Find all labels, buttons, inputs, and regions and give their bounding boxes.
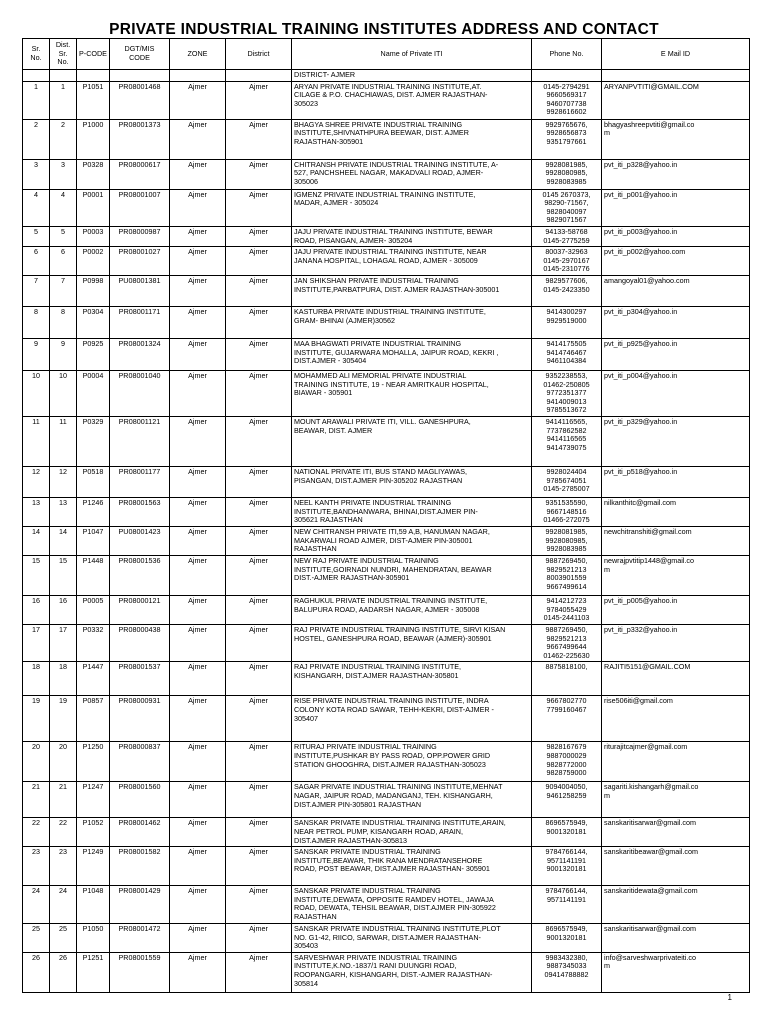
table-row bbox=[23, 81, 750, 119]
cell-email: sanskaritisarwar@gmail.com bbox=[602, 924, 750, 953]
col-header-district: District bbox=[226, 39, 292, 70]
table-row bbox=[23, 416, 750, 466]
cell-dist-sr-no: 5 bbox=[50, 226, 77, 246]
cell-dist-sr-no: 8 bbox=[50, 306, 77, 338]
table-row bbox=[23, 247, 750, 276]
cell-sr-no: 1 bbox=[23, 81, 50, 119]
cell-sr-no: 21 bbox=[23, 782, 50, 818]
cell-zone: Ajmer bbox=[170, 497, 226, 526]
table-row bbox=[23, 696, 750, 742]
cell-email: RAJITI5151@GMAIL.COM bbox=[602, 662, 750, 696]
col-header-email: E Mail ID bbox=[602, 39, 750, 70]
cell-mis-code: PR08001007 bbox=[110, 189, 170, 226]
cell-email: amangoyal01@yahoo.com bbox=[602, 275, 750, 306]
col-header-phone: Phone No. bbox=[532, 39, 602, 70]
cell-dist-sr-no: 6 bbox=[50, 247, 77, 276]
cell-zone: Ajmer bbox=[170, 782, 226, 818]
cell-zone: Ajmer bbox=[170, 742, 226, 782]
cell-district: Ajmer bbox=[226, 119, 292, 159]
cell-email: pvt_iti_p001@yahoo.in bbox=[602, 189, 750, 226]
cell-sr-no: 2 bbox=[23, 119, 50, 159]
cell-iti-name: JAJU PRIVATE INDUSTRIAL TRAINING INSTITUTE, BEWAR ROAD, PISANGAN, AJMER- 305204 bbox=[292, 226, 532, 246]
cell-mis-code: PR08001177 bbox=[110, 466, 170, 497]
cell-district: Ajmer bbox=[226, 886, 292, 924]
cell-district: Ajmer bbox=[226, 81, 292, 119]
cell-district: Ajmer bbox=[226, 497, 292, 526]
cell-dist-sr-no: 26 bbox=[50, 952, 77, 992]
cell-zone: Ajmer bbox=[170, 119, 226, 159]
cell-dist-sr-no: 18 bbox=[50, 662, 77, 696]
cell-mis-code: PR08001468 bbox=[110, 81, 170, 119]
cell-district: Ajmer bbox=[226, 159, 292, 189]
cell-email: info@sarveshwarprivateiti.co m bbox=[602, 952, 750, 992]
cell-p-code: P0002 bbox=[77, 247, 110, 276]
cell-phone: 9928081985, 9928080985, 9928083985 bbox=[532, 159, 602, 189]
cell-mis-code: PR08001429 bbox=[110, 886, 170, 924]
cell-mis-code: PR08001121 bbox=[110, 416, 170, 466]
cell-sr-no: 17 bbox=[23, 624, 50, 661]
cell-phone: 9983432380, 9887345033 09414788882 bbox=[532, 952, 602, 992]
cell-zone: Ajmer bbox=[170, 624, 226, 661]
col-header-sr-no: Sr. No. bbox=[23, 39, 50, 70]
cell-email: rise506iti@gmail.com bbox=[602, 696, 750, 742]
cell-sr-no: 20 bbox=[23, 742, 50, 782]
cell-zone: Ajmer bbox=[170, 555, 226, 595]
cell-mis-code: PU08001423 bbox=[110, 526, 170, 555]
cell-sr-no: 8 bbox=[23, 306, 50, 338]
cell-zone: Ajmer bbox=[170, 818, 226, 847]
cell-mis-code: PR08000931 bbox=[110, 696, 170, 742]
cell-p-code: P0857 bbox=[77, 696, 110, 742]
cell-p-code: P1448 bbox=[77, 555, 110, 595]
cell-iti-name: IGMENZ PRIVATE INDUSTRIAL TRAINING INSTITUTE, MADAR, AJMER - 305024 bbox=[292, 189, 532, 226]
col-header-p-code: P-CODE bbox=[77, 39, 110, 70]
cell-iti-name: NEEL KANTH PRIVATE INDUSTRIAL TRAINING INSTITUTE,BANDHANWARA, BHINAI,DIST.AJMER PIN- 305621 RAJASTHAN bbox=[292, 497, 532, 526]
cell-district: Ajmer bbox=[226, 742, 292, 782]
cell-district: Ajmer bbox=[226, 696, 292, 742]
table-row bbox=[23, 497, 750, 526]
cell-iti-name: RAGHUKUL PRIVATE INDUSTRIAL TRAINING INSTITUTE, BALUPURA ROAD, AADARSH NAGAR, AJMER - 305008 bbox=[292, 595, 532, 624]
cell-sr-no: 4 bbox=[23, 189, 50, 226]
cell-mis-code: PR08001462 bbox=[110, 818, 170, 847]
cell-email: pvt_iti_p005@yahoo.in bbox=[602, 595, 750, 624]
table-row bbox=[23, 952, 750, 992]
cell-district: Ajmer bbox=[226, 466, 292, 497]
cell-sr-no: 6 bbox=[23, 247, 50, 276]
cell-district: Ajmer bbox=[226, 847, 292, 886]
cell-phone: 0145-2794291 9660569317 9460707738 9928616602 bbox=[532, 81, 602, 119]
cell-zone: Ajmer bbox=[170, 370, 226, 416]
cell-p-code: P0328 bbox=[77, 159, 110, 189]
cell-iti-name: JAN SHIKSHAN PRIVATE INDUSTRIAL TRAINING INSTITUTE,PARBATPURA, DIST. AJMER RAJASTHAN-305001 bbox=[292, 275, 532, 306]
table-row bbox=[23, 886, 750, 924]
cell-zone: Ajmer bbox=[170, 595, 226, 624]
cell-zone: Ajmer bbox=[170, 275, 226, 306]
cell-p-code: P0332 bbox=[77, 624, 110, 661]
cell-phone: 9094004050, 9461258259 bbox=[532, 782, 602, 818]
cell-phone: 9414116565, 7737862582 9414116565 9414739075 bbox=[532, 416, 602, 466]
cell-zone: Ajmer bbox=[170, 466, 226, 497]
cell-iti-name: RITURAJ PRIVATE INDUSTRIAL TRAINING INSTITUTE,PUSHKAR BY PASS ROAD, OPP.POWER GRID STATION GHOOGHRA, DIST.AJMER RAJASTHAN-305023 bbox=[292, 742, 532, 782]
cell-sr-no: 11 bbox=[23, 416, 50, 466]
cell-phone: 9414212723 9784055429 0145-2441103 bbox=[532, 595, 602, 624]
table-row bbox=[23, 742, 750, 782]
table-row bbox=[23, 275, 750, 306]
cell-phone: 9352238553, 01462-250805 9772351377 9414009013 9785513672 bbox=[532, 370, 602, 416]
cell-district: Ajmer bbox=[226, 416, 292, 466]
cell-email: pvt_iti_p004@yahoo.in bbox=[602, 370, 750, 416]
cell-p-code: P0004 bbox=[77, 370, 110, 416]
cell-p-code: P1051 bbox=[77, 81, 110, 119]
table-row bbox=[23, 662, 750, 696]
cell-email: pvt_iti_p332@yahoo.in bbox=[602, 624, 750, 661]
cell-p-code: P0329 bbox=[77, 416, 110, 466]
cell-zone: Ajmer bbox=[170, 526, 226, 555]
cell-email: pvt_iti_p925@yahoo.in bbox=[602, 338, 750, 370]
cell-phone: 9351535590, 9667148516 01466-272075 bbox=[532, 497, 602, 526]
cell-dist-sr-no: 14 bbox=[50, 526, 77, 555]
cell-iti-name: SANSKAR PRIVATE INDUSTRIAL TRAINING INSTITUTE,ARAIN, NEAR PETROL PUMP, KISANGARH ROAD, ARAIN, DIST.AJMER RAJASTHAN-305813 bbox=[292, 818, 532, 847]
table-row bbox=[23, 847, 750, 886]
cell-zone: Ajmer bbox=[170, 952, 226, 992]
cell-mis-code: PR08001537 bbox=[110, 662, 170, 696]
cell-district: Ajmer bbox=[226, 189, 292, 226]
table-row bbox=[23, 526, 750, 555]
cell-zone: Ajmer bbox=[170, 189, 226, 226]
cell-phone: 94133-58768 0145-2775259 bbox=[532, 226, 602, 246]
cell-zone: Ajmer bbox=[170, 662, 226, 696]
table-row bbox=[23, 555, 750, 595]
cell-email: bhagyashreepvtiti@gmail.co m bbox=[602, 119, 750, 159]
cell-mis-code: PR08000438 bbox=[110, 624, 170, 661]
col-header-dist-sr-no: Dist. Sr. No. bbox=[50, 39, 77, 70]
cell-p-code: P1249 bbox=[77, 847, 110, 886]
cell-district: Ajmer bbox=[226, 595, 292, 624]
cell-dist-sr-no: 22 bbox=[50, 818, 77, 847]
cell-sr-no: 24 bbox=[23, 886, 50, 924]
cell-district: Ajmer bbox=[226, 818, 292, 847]
cell-dist-sr-no: 23 bbox=[50, 847, 77, 886]
cell-zone: Ajmer bbox=[170, 226, 226, 246]
cell-zone: Ajmer bbox=[170, 338, 226, 370]
cell-iti-name: SARVESHWAR PRIVATE INDUSTRIAL TRAINING INSTITUTE,K.NO.-1837/1 RANI DUUNGRI ROAD, ROOPANGARH, KISHANGARH, DIST.-AJMER RAJASTHAN- 305814 bbox=[292, 952, 532, 992]
cell-zone: Ajmer bbox=[170, 81, 226, 119]
cell-phone: 9667802770 7799160467 bbox=[532, 696, 602, 742]
cell-dist-sr-no: 15 bbox=[50, 555, 77, 595]
district-label: DISTRICT- AJMER bbox=[292, 70, 532, 82]
cell-dist-sr-no: 13 bbox=[50, 497, 77, 526]
cell-phone: 9828167679 9887000029 9828772000 9828759000 bbox=[532, 742, 602, 782]
table-row bbox=[23, 338, 750, 370]
cell-district: Ajmer bbox=[226, 952, 292, 992]
cell-p-code: P1247 bbox=[77, 782, 110, 818]
cell-sr-no: 23 bbox=[23, 847, 50, 886]
cell-phone: 9829577606, 0145-2423350 bbox=[532, 275, 602, 306]
cell-phone: 9928081985, 9928080985, 9928083985 bbox=[532, 526, 602, 555]
cell-email: newrajpvtitip1448@gmail.co m bbox=[602, 555, 750, 595]
cell-p-code: P1246 bbox=[77, 497, 110, 526]
cell-district: Ajmer bbox=[226, 924, 292, 953]
cell-iti-name: MOUNT ARAWALI PRIVATE ITI, VILL. GANESHPURA, BEAWAR, DIST. AJMER bbox=[292, 416, 532, 466]
cell-sr-no: 18 bbox=[23, 662, 50, 696]
cell-email: sanskaritibeawar@gmail.com bbox=[602, 847, 750, 886]
table-row bbox=[23, 306, 750, 338]
cell-email: sanskaritidewata@gmail.com bbox=[602, 886, 750, 924]
cell-iti-name: NATIONAL PRIVATE ITI, BUS STAND MAGLIYAWAS, PISANGAN, DIST.AJMER PIN-305202 RAJASTHAN bbox=[292, 466, 532, 497]
cell-email: pvt_iti_p002@yahoo.com bbox=[602, 247, 750, 276]
cell-iti-name: RAJ PRIVATE INDUSTRIAL TRAINING INSTITUTE, SIRVI KISAN HOSTEL, GANESHPURA ROAD, BEAWAR (AJMER)-305901 bbox=[292, 624, 532, 661]
table-row bbox=[23, 466, 750, 497]
cell-p-code: P0005 bbox=[77, 595, 110, 624]
cell-phone: 9784766144, 9571141191 bbox=[532, 886, 602, 924]
cell-p-code: P0998 bbox=[77, 275, 110, 306]
cell-sr-no: 10 bbox=[23, 370, 50, 416]
cell-mis-code: PR08001536 bbox=[110, 555, 170, 595]
cell-iti-name: MOHAMMED ALI MEMORIAL PRIVATE INDUSTRIAL TRAINING INSTITUTE, 19 - NEAR AMRITKAUR HOSPITAL, BIAWAR - 305901 bbox=[292, 370, 532, 416]
cell-zone: Ajmer bbox=[170, 247, 226, 276]
cell-email: pvt_iti_p328@yahoo.in bbox=[602, 159, 750, 189]
cell-email: nilkanthitc@gmail.com bbox=[602, 497, 750, 526]
cell-email: riturajitcajmer@gmail.com bbox=[602, 742, 750, 782]
cell-mis-code: PR08001560 bbox=[110, 782, 170, 818]
header-row bbox=[23, 39, 750, 70]
cell-phone: 9887269450, 9829521213 9667499644 01462-225630 bbox=[532, 624, 602, 661]
cell-sr-no: 7 bbox=[23, 275, 50, 306]
cell-phone: 9928024404 9785674051 0145-2785007 bbox=[532, 466, 602, 497]
cell-email: ARYANPVTITI@GMAIL.COM bbox=[602, 81, 750, 119]
cell-dist-sr-no: 20 bbox=[50, 742, 77, 782]
cell-email: pvt_iti_p304@yahoo.in bbox=[602, 306, 750, 338]
cell-p-code: P0518 bbox=[77, 466, 110, 497]
cell-p-code: P0003 bbox=[77, 226, 110, 246]
cell-zone: Ajmer bbox=[170, 696, 226, 742]
cell-mis-code: PR08000121 bbox=[110, 595, 170, 624]
cell-p-code: P1050 bbox=[77, 924, 110, 953]
cell-sr-no: 16 bbox=[23, 595, 50, 624]
cell-sr-no: 13 bbox=[23, 497, 50, 526]
cell-iti-name: NEW RAJ PRIVATE INDUSTRIAL TRAINING INSTITUTE,GOIRNADI NUNDRI, MAHENDRATAN, BEAWAR DIST.-AJMER RAJASTHAN-305901 bbox=[292, 555, 532, 595]
col-header-name: Name of Private ITI bbox=[292, 39, 532, 70]
cell-mis-code: PR08001373 bbox=[110, 119, 170, 159]
table-row bbox=[23, 370, 750, 416]
cell-mis-code: PR08001582 bbox=[110, 847, 170, 886]
cell-mis-code: PU08001381 bbox=[110, 275, 170, 306]
cell-email: newchitranshiti@gmail.com bbox=[602, 526, 750, 555]
cell-sr-no: 3 bbox=[23, 159, 50, 189]
cell-p-code: P1047 bbox=[77, 526, 110, 555]
cell-phone: 9887269450, 9829521213 8003901559 9667499614 bbox=[532, 555, 602, 595]
col-header-zone: ZONE bbox=[170, 39, 226, 70]
cell-dist-sr-no: 21 bbox=[50, 782, 77, 818]
cell-dist-sr-no: 17 bbox=[50, 624, 77, 661]
cell-email: sanskaritisarwar@gmail.com bbox=[602, 818, 750, 847]
cell-district: Ajmer bbox=[226, 275, 292, 306]
cell-dist-sr-no: 9 bbox=[50, 338, 77, 370]
cell-mis-code: PR08000837 bbox=[110, 742, 170, 782]
cell-dist-sr-no: 19 bbox=[50, 696, 77, 742]
cell-sr-no: 25 bbox=[23, 924, 50, 953]
cell-district: Ajmer bbox=[226, 555, 292, 595]
cell-p-code: P1447 bbox=[77, 662, 110, 696]
cell-email: pvt_iti_p518@yahoo.in bbox=[602, 466, 750, 497]
cell-zone: Ajmer bbox=[170, 847, 226, 886]
page-number: 1 bbox=[727, 993, 732, 1002]
table-row bbox=[23, 818, 750, 847]
cell-mis-code: PR08001324 bbox=[110, 338, 170, 370]
cell-zone: Ajmer bbox=[170, 159, 226, 189]
cell-iti-name: KASTURBA PRIVATE INDUSTRIAL TRAINING INSTITUTE, GRAM- BHINAI (AJMER)30562 bbox=[292, 306, 532, 338]
cell-dist-sr-no: 2 bbox=[50, 119, 77, 159]
cell-phone: 80037-32963 0145-2970167 0145-2310776 bbox=[532, 247, 602, 276]
cell-mis-code: PR08001563 bbox=[110, 497, 170, 526]
cell-sr-no: 26 bbox=[23, 952, 50, 992]
cell-sr-no: 5 bbox=[23, 226, 50, 246]
cell-district: Ajmer bbox=[226, 526, 292, 555]
cell-sr-no: 22 bbox=[23, 818, 50, 847]
cell-sr-no: 9 bbox=[23, 338, 50, 370]
cell-iti-name: BHAGYA SHREE PRIVATE INDUSTRIAL TRAINING INSTITUTE,SHIVNATHPURA BEEWAR, DIST. AJMER RAJASTHAN-305901 bbox=[292, 119, 532, 159]
cell-phone: 9414175505 9414746467 9461104384 bbox=[532, 338, 602, 370]
cell-zone: Ajmer bbox=[170, 886, 226, 924]
cell-phone: 0145 2670373, 98290-71567, 9828040097 9829071567 bbox=[532, 189, 602, 226]
cell-phone: 9784766144, 9571141191 9001320181 bbox=[532, 847, 602, 886]
cell-p-code: P1251 bbox=[77, 952, 110, 992]
cell-mis-code: PR08001171 bbox=[110, 306, 170, 338]
cell-p-code: P0925 bbox=[77, 338, 110, 370]
cell-phone: 9929765676, 9928656873 9351797661 bbox=[532, 119, 602, 159]
cell-district: Ajmer bbox=[226, 338, 292, 370]
cell-district: Ajmer bbox=[226, 624, 292, 661]
cell-zone: Ajmer bbox=[170, 924, 226, 953]
cell-district: Ajmer bbox=[226, 370, 292, 416]
cell-sr-no: 15 bbox=[23, 555, 50, 595]
cell-email: sagariti.kishangarh@gmail.co m bbox=[602, 782, 750, 818]
cell-dist-sr-no: 25 bbox=[50, 924, 77, 953]
cell-mis-code: PR08001472 bbox=[110, 924, 170, 953]
cell-iti-name: SANSKAR PRIVATE INDUSTRIAL TRAINING INSTITUTE,PLOT NO. G1-42, RIICO, SARWAR, DIST.AJMER RAJASTHAN- 305403 bbox=[292, 924, 532, 953]
document-title: PRIVATE INDUSTRIAL TRAINING INSTITUTES ADDRESS AND CONTACT bbox=[109, 21, 659, 38]
cell-email: pvt_iti_p329@yahoo.in bbox=[602, 416, 750, 466]
cell-mis-code: PR08001040 bbox=[110, 370, 170, 416]
cell-p-code: P1048 bbox=[77, 886, 110, 924]
cell-district: Ajmer bbox=[226, 226, 292, 246]
table-row bbox=[23, 189, 750, 226]
cell-dist-sr-no: 10 bbox=[50, 370, 77, 416]
table-row bbox=[23, 226, 750, 246]
cell-zone: Ajmer bbox=[170, 306, 226, 338]
cell-dist-sr-no: 12 bbox=[50, 466, 77, 497]
cell-phone: 8875818100, bbox=[532, 662, 602, 696]
cell-iti-name: MAA BHAGWATI PRIVATE INDUSTRIAL TRAINING INSTITUTE, GUJARWARA MOHALLA, JAIPUR ROAD, KEKRI , DIST.AJMER - 305404 bbox=[292, 338, 532, 370]
cell-dist-sr-no: 3 bbox=[50, 159, 77, 189]
cell-mis-code: PR08000617 bbox=[110, 159, 170, 189]
col-header-dgt-mis-code: DGT/MIS CODE bbox=[110, 39, 170, 70]
district-row bbox=[23, 70, 750, 82]
cell-iti-name: NEW CHITRANSH PRIVATE ITI,59 A,B, HANUMAN NAGAR, MAKARWALI ROAD AJMER, DIST-AJMER PIN-305001 RAJASTHAN bbox=[292, 526, 532, 555]
cell-p-code: P1052 bbox=[77, 818, 110, 847]
cell-district: Ajmer bbox=[226, 247, 292, 276]
cell-district: Ajmer bbox=[226, 782, 292, 818]
cell-p-code: P0304 bbox=[77, 306, 110, 338]
cell-dist-sr-no: 24 bbox=[50, 886, 77, 924]
cell-iti-name: JAJU PRIVATE INDUSTRIAL TRAINING INSTITUTE, NEAR JANANA HOSPITAL, LOHAGAL ROAD, AJMER - 305009 bbox=[292, 247, 532, 276]
cell-iti-name: SANSKAR PRIVATE INDUSTRIAL TRAINING INSTITUTE,DEWATA, OPPOSITE RAMDEV HOTEL, JAWAJA ROAD, DEWATA, TEHSIL BEAWAR, DIST.AJMER PIN-305922 RAJASTHAN bbox=[292, 886, 532, 924]
cell-sr-no: 12 bbox=[23, 466, 50, 497]
table-row bbox=[23, 624, 750, 661]
cell-zone: Ajmer bbox=[170, 416, 226, 466]
iti-table bbox=[22, 38, 750, 993]
table-row bbox=[23, 595, 750, 624]
cell-sr-no: 19 bbox=[23, 696, 50, 742]
cell-iti-name: SANSKAR PRIVATE INDUSTRIAL TRAINING INSTITUTE,BEAWAR, THIK RANA MENDRATANSEHORE ROAD, POST BEAWAR, DIST.AJMER RAJASTHAN- 305901 bbox=[292, 847, 532, 886]
table-row bbox=[23, 119, 750, 159]
cell-dist-sr-no: 1 bbox=[50, 81, 77, 119]
cell-phone: 9414300297 9929519000 bbox=[532, 306, 602, 338]
table-row bbox=[23, 782, 750, 818]
cell-phone: 8696575949, 9001320181 bbox=[532, 924, 602, 953]
cell-iti-name: RAJ PRIVATE INDUSTRIAL TRAINING INSTITUTE, KISHANGARH, DIST.AJMER RAJASTHAN-305801 bbox=[292, 662, 532, 696]
cell-iti-name: SAGAR PRIVATE INDUSTRIAL TRAINING INSTITUTE,MEHNAT NAGAR, JAIPUR ROAD, MADANGANJ, TEH. KISHANGARH, DIST.AJMER PIN-305801 RAJASTHAN bbox=[292, 782, 532, 818]
cell-iti-name: ARYAN PRIVATE INDUSTRIAL TRAINING INSTITUTE,AT. CILAGE & P.O. CHACHIAWAS, DIST. AJMER RAJASTHAN- 305023 bbox=[292, 81, 532, 119]
cell-phone: 8696575949, 9001320181 bbox=[532, 818, 602, 847]
cell-sr-no: 14 bbox=[23, 526, 50, 555]
cell-dist-sr-no: 4 bbox=[50, 189, 77, 226]
cell-mis-code: PR08000987 bbox=[110, 226, 170, 246]
cell-mis-code: PR08001559 bbox=[110, 952, 170, 992]
cell-dist-sr-no: 16 bbox=[50, 595, 77, 624]
cell-iti-name: RISE PRIVATE INDUSTRIAL TRAINING INSTITUTE, INDRA COLONY KOTA ROAD SAWAR, TEHH-KEKRI, DIST-AJMER - 305407 bbox=[292, 696, 532, 742]
table-row bbox=[23, 159, 750, 189]
cell-iti-name: CHITRANSH PRIVATE INDUSTRIAL TRAINING INSTITUTE, A- 527, PANCHSHEEL NAGAR, MAKADVALI ROAD, AJMER- 305006 bbox=[292, 159, 532, 189]
cell-district: Ajmer bbox=[226, 306, 292, 338]
cell-mis-code: PR08001027 bbox=[110, 247, 170, 276]
cell-district: Ajmer bbox=[226, 662, 292, 696]
cell-email: pvt_iti_p003@yahoo.in bbox=[602, 226, 750, 246]
cell-p-code: P0001 bbox=[77, 189, 110, 226]
cell-dist-sr-no: 11 bbox=[50, 416, 77, 466]
cell-p-code: P1000 bbox=[77, 119, 110, 159]
cell-p-code: P1250 bbox=[77, 742, 110, 782]
table-row bbox=[23, 924, 750, 953]
cell-dist-sr-no: 7 bbox=[50, 275, 77, 306]
